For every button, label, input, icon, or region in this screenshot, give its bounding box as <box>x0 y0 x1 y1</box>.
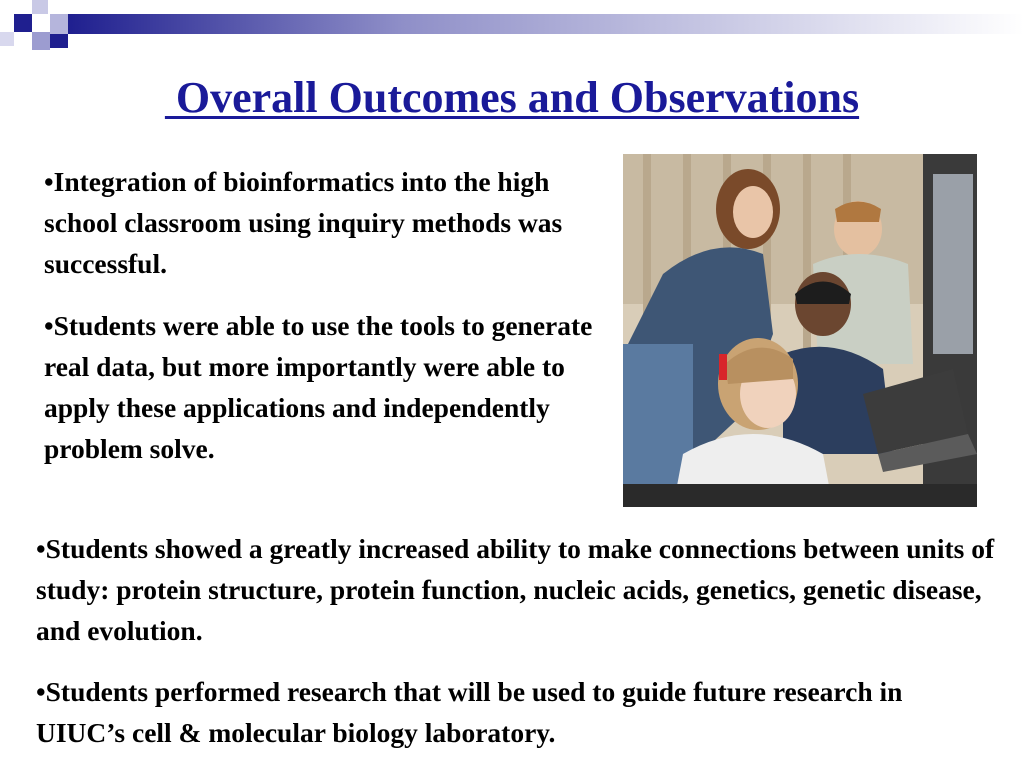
bullet-text: •Students were able to use the tools to generate real data, but more importantly were able to apply these applications and independently problem solve. <box>44 310 593 464</box>
bullet-text: •Integration of bioinformatics into the high school classroom using inquiry methods was successful. <box>44 166 563 279</box>
corner-square <box>32 32 50 50</box>
header-gradient-bar <box>68 14 1024 34</box>
bullet-text: •Students performed research that will be used to guide future research in UIUC’s cell & molecular biology laboratory. <box>36 676 903 748</box>
classroom-photo <box>623 154 977 507</box>
corner-square <box>50 14 68 34</box>
corner-square <box>0 32 14 46</box>
slide-title: Overall Outcomes and Observations <box>164 73 860 122</box>
corner-square <box>14 14 32 32</box>
corner-square <box>32 0 48 14</box>
bullet-text: •Students showed a greatly increased ability to make connections between units of study: protein structure, protein function, nucleic acids, genetics, genetic disease, and evolution. <box>36 533 995 646</box>
classroom-photo-icon <box>623 154 977 507</box>
corner-square <box>50 34 68 48</box>
corner-square <box>32 14 50 32</box>
